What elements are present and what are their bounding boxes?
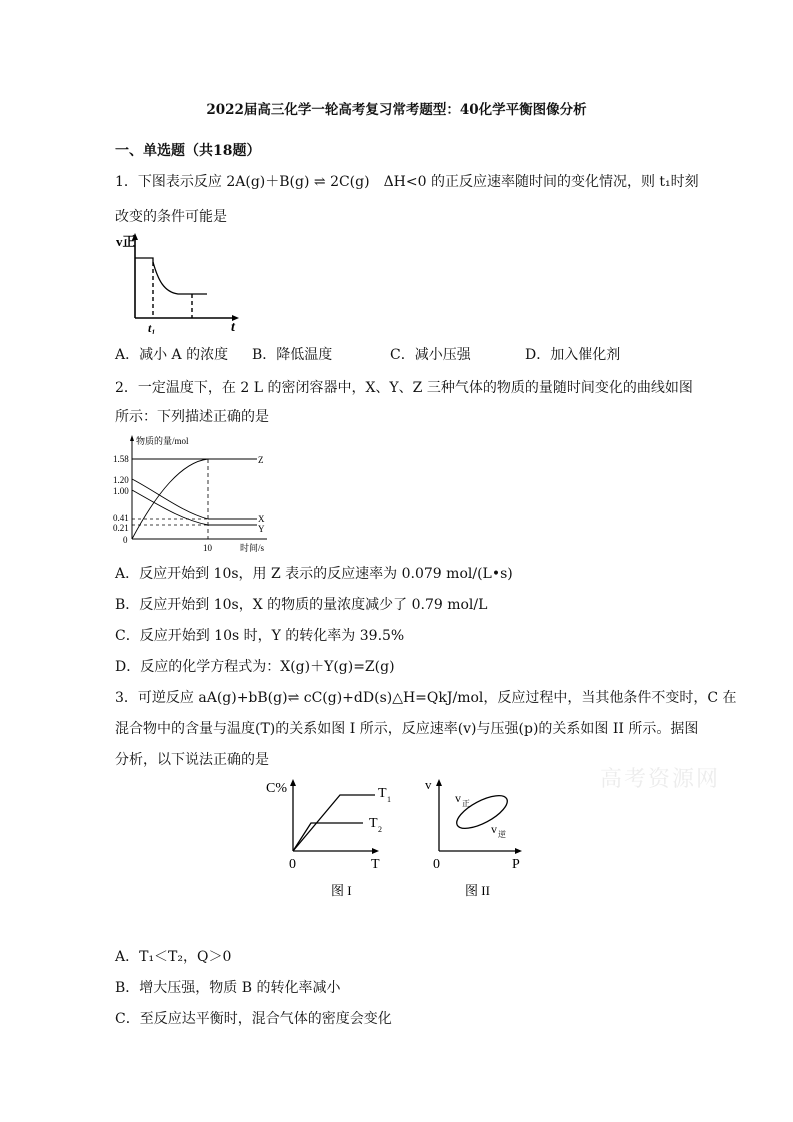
q3-option-a[interactable]: A．T₁＜T₂，Q＞0	[115, 949, 232, 965]
q2-x-label: 时间/s	[240, 543, 265, 553]
q2-option-c[interactable]: C．反应开始到 10s 时，Y 的转化率为 39.5%	[115, 628, 405, 644]
q2-y-label: 物质的量/mol	[136, 436, 189, 446]
q3-fig1-caption: 图 I	[331, 883, 352, 898]
q3-fig1-t2-sub: 2	[378, 825, 382, 834]
q3-fig1-y-arrow	[290, 779, 296, 786]
q3-fig1-graph	[265, 775, 395, 905]
q3-fig2-v-reverse-sub: 逆	[498, 830, 506, 839]
q3-fig2-caption: 图 II	[465, 883, 490, 898]
q3-option-b[interactable]: B．增大压强，物质 B 的转化率减小	[115, 980, 341, 996]
q3-stem-line3: 分析，以下说法正确的是	[115, 752, 269, 768]
q1-option-c[interactable]: C．减小压强	[390, 347, 471, 363]
q2-x-curve	[132, 479, 257, 519]
q2-ytick-100: 1.00	[113, 486, 129, 496]
q2-ytick-120: 1.20	[113, 475, 129, 485]
q3-fig1-origin: 0	[289, 857, 296, 872]
q2-ytick-041: 0.41	[113, 513, 129, 523]
q3-fig1-x-arrow	[372, 848, 379, 854]
q3-fig2-rate-loop	[452, 789, 512, 835]
q2-series-y-label: Y	[258, 524, 265, 534]
q2-amount-chart	[112, 432, 282, 554]
q2-stem-line1: 2．一定温度下，在 2 L 的密闭容器中，X、Y、Z 三种气体的物质的量随时间变化的曲线如图	[115, 380, 693, 396]
q3-fig1-y-label: C%	[266, 781, 287, 796]
q2-option-d[interactable]: D．反应的化学方程式为：X(g)＋Y(g)=Z(g)	[115, 659, 395, 675]
q3-fig2-v-forward-sub: 正	[462, 799, 470, 808]
q3-fig2-graph	[424, 775, 534, 905]
q1-stem-line2: 改变的条件可能是	[115, 209, 227, 225]
q3-fig1-t2-label: T	[369, 816, 378, 831]
q1-rate-graph	[112, 232, 247, 334]
q2-ytick-021: 0.21	[113, 523, 129, 533]
q2-series-z-label: Z	[258, 455, 264, 465]
q1-stem-line1: 1．下图表示反应 2A(g)＋B(g) ⇌ 2C(g) ΔH<0 的正反应速率随时间的变化情况，则 t₁时刻	[115, 174, 699, 190]
q2-option-b[interactable]: B．反应开始到 10s，X 的物质的量浓度减少了 0.79 mol/L	[115, 597, 488, 613]
watermark: 高考资源网	[600, 767, 721, 792]
q3-fig1-curve-t2	[293, 823, 363, 851]
q3-fig1-x-label: T	[371, 857, 380, 872]
q1-y-label: v正	[116, 234, 136, 249]
q2-origin-label: 0	[123, 535, 128, 545]
q3-stem-line1: 3．可逆反应 aA(g)+bB(g)⇌ cC(g)+dD(s)△H=QkJ/mol，反应过程中，当其他条件不变时，C 在	[115, 690, 737, 706]
q2-xtick-10: 10	[203, 543, 212, 553]
q1-tick-t1: t₁	[148, 321, 156, 334]
q2-option-a[interactable]: A．反应开始到 10s，用 Z 表示的反应速率为 0.079 mol/(L•s)	[115, 566, 513, 582]
q3-fig2-origin: 0	[433, 857, 440, 872]
q3-fig2-y-arrow	[436, 779, 442, 786]
section-header: 一、单选题（共18题）	[115, 143, 261, 159]
q2-y-arrow	[130, 435, 134, 441]
q1-option-d[interactable]: D．加入催化剂	[525, 347, 621, 363]
q2-series-x-label: X	[258, 514, 265, 524]
q1-option-b[interactable]: B．降低温度	[252, 347, 333, 363]
q2-ytick-158: 1.58	[113, 454, 129, 464]
q1-rate-curve	[135, 258, 207, 294]
q3-fig1-t1-label: T	[378, 786, 387, 801]
page-title: 2022届高三化学一轮高考复习常考题型：40化学平衡图像分析	[206, 102, 587, 118]
q3-option-c[interactable]: C．至反应达平衡时，混合气体的密度会变化	[115, 1011, 392, 1027]
q1-x-label: t	[231, 320, 235, 334]
q3-fig2-v-forward-label: v	[455, 791, 461, 805]
q1-option-a[interactable]: A．减小 A 的浓度	[115, 347, 229, 363]
q2-stem-line2: 所示：下列描述正确的是	[115, 409, 269, 425]
q2-z-curve	[132, 459, 208, 539]
q3-fig2-v-reverse-label: v	[491, 822, 497, 836]
q3-fig2-x-label: P	[512, 857, 520, 872]
q3-fig1-t1-sub: 1	[387, 795, 391, 804]
q3-fig2-x-arrow	[515, 848, 522, 854]
q3-fig2-y-label: v	[425, 777, 432, 792]
q3-stem-line2: 混合物中的含量与温度(T)的关系如图 I 所示，反应速率(v)与压强(p)的关系如图 II 所示。据图	[115, 721, 699, 737]
